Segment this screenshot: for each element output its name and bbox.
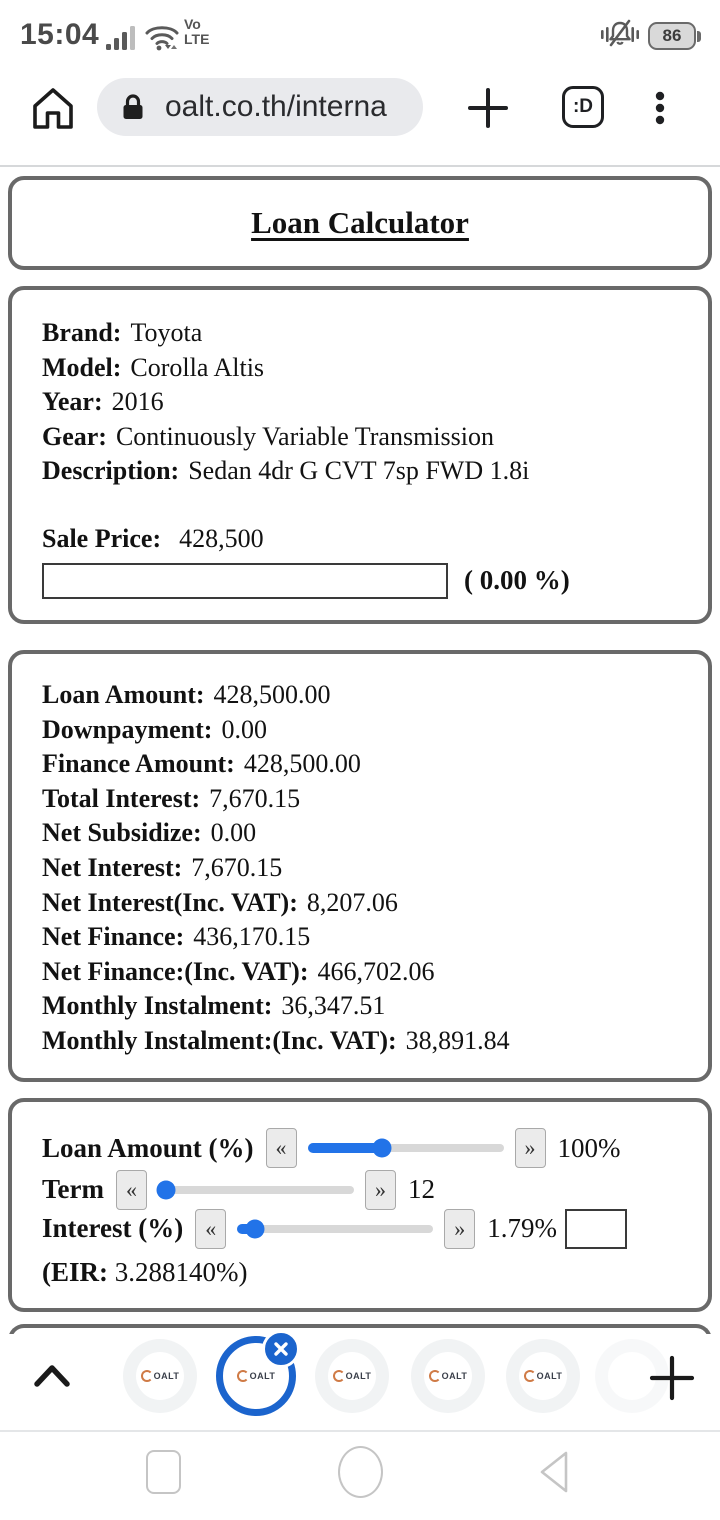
summary-label: Loan Amount: — [42, 680, 205, 709]
close-tab-button[interactable] — [262, 1330, 300, 1368]
oalt-logo-icon: OALT — [524, 1370, 563, 1382]
status-bar — [0, 0, 720, 62]
tab-bubble[interactable] — [315, 1339, 389, 1413]
loan-amount-slider-row — [42, 1126, 694, 1170]
title-card — [8, 176, 712, 270]
slider-thumb[interactable] — [373, 1139, 392, 1158]
detail-label: Year: — [42, 387, 103, 417]
tab-thumbnail — [136, 1352, 184, 1400]
summary-line — [42, 816, 684, 851]
vehicle-detail-line — [42, 420, 684, 455]
summary-label: Net Finance: — [42, 922, 185, 952]
slider-value: 100% — [557, 1132, 621, 1163]
increment-button[interactable]: » — [444, 1209, 475, 1249]
slider-label: Term — [42, 1174, 104, 1204]
summary-value: 0.00 — [221, 714, 267, 744]
summary-value: 38,891.84 — [405, 1025, 510, 1055]
oalt-logo-icon: OALT — [429, 1370, 468, 1382]
eir-line — [42, 1257, 694, 1288]
close-icon — [272, 1340, 290, 1358]
summary-line — [42, 747, 684, 782]
collapse-chevron-icon[interactable] — [30, 1360, 74, 1390]
summary-label: Net Subsidize: — [42, 818, 202, 848]
summary-label: Net Finance:(Inc. VAT): — [42, 956, 309, 986]
vehicle-detail-line — [42, 316, 684, 351]
battery-indicator: 86 — [648, 22, 696, 50]
vehicle-detail-list — [42, 316, 684, 489]
decrement-button[interactable]: « — [116, 1170, 147, 1210]
summary-value: 36,347.51 — [281, 991, 386, 1021]
summary-line — [42, 851, 684, 886]
summary-value: 436,170.15 — [193, 922, 311, 952]
browser-toolbar — [0, 74, 720, 144]
decrement-button[interactable]: « — [195, 1209, 226, 1249]
summary-value: 0.00 — [210, 818, 257, 848]
menu-icon[interactable] — [650, 84, 670, 132]
decrement-button[interactable]: « — [266, 1128, 297, 1168]
slider-label: Interest (%) — [42, 1213, 184, 1243]
slider-thumb[interactable] — [156, 1180, 175, 1199]
loan-amount-slider[interactable] — [308, 1144, 504, 1152]
tab-switcher-button[interactable]: :D — [562, 86, 604, 128]
summary-value: 7,670.15 — [191, 852, 283, 882]
summary-value: 428,500.00 — [213, 680, 331, 709]
slider-value: 1.79% — [487, 1213, 557, 1243]
slider-label: Loan Amount (%) — [42, 1132, 254, 1163]
vehicle-card — [8, 286, 712, 624]
detail-label: Description: — [42, 456, 180, 486]
recents-button[interactable] — [146, 1450, 181, 1494]
term-slider[interactable] — [158, 1186, 354, 1194]
summary-label: Total Interest: — [42, 783, 201, 813]
sale-price-label: Sale Price: — [42, 523, 162, 553]
detail-value: Sedan 4dr G CVT 7sp FWD 1.8i — [188, 456, 530, 486]
vehicle-detail-line — [42, 454, 684, 489]
detail-label: Brand: — [42, 318, 122, 347]
home-button[interactable] — [338, 1446, 383, 1498]
summary-line — [42, 678, 684, 713]
detail-value: Corolla Altis — [130, 352, 265, 382]
eir-value: 3.288140%) — [114, 1257, 248, 1287]
oalt-logo-icon: OALT — [333, 1370, 372, 1382]
tab-thumbnail — [519, 1352, 567, 1400]
oalt-logo-icon: OALT — [141, 1370, 180, 1382]
interest-slider[interactable] — [237, 1225, 433, 1233]
discount-percent-label: ( 0.00 %) — [464, 565, 570, 596]
summary-line — [42, 955, 684, 990]
oalt-logo-icon: OALT — [237, 1370, 276, 1382]
summary-label: Monthly Instalment:(Inc. VAT): — [42, 1025, 397, 1055]
price-input-row — [42, 563, 684, 599]
clock-label: 15:04 — [20, 18, 100, 51]
summary-line — [42, 1024, 684, 1059]
sale-price-value: 428,500 — [179, 523, 264, 553]
interest-input[interactable] — [565, 1209, 627, 1249]
tab-group-bar — [0, 1334, 720, 1432]
add-tab-icon[interactable] — [648, 1354, 696, 1402]
summary-label: Net Interest: — [42, 852, 183, 882]
detail-label: Gear: — [42, 421, 107, 451]
summary-line — [42, 989, 684, 1024]
detail-value: 2016 — [111, 387, 164, 417]
summary-line — [42, 886, 684, 921]
signal-strength-icon — [106, 24, 138, 52]
page-title: Loan Calculator — [251, 205, 469, 240]
term-slider-row — [42, 1170, 694, 1209]
tab-bubble[interactable] — [411, 1339, 485, 1413]
summary-label: Monthly Instalment: — [42, 991, 273, 1021]
back-button[interactable] — [534, 1448, 580, 1496]
url-text: oalt.co.th/interna — [165, 90, 387, 123]
summary-label: Finance Amount: — [42, 749, 235, 779]
tab-thumbnail — [328, 1352, 376, 1400]
vehicle-detail-line — [42, 385, 684, 420]
vehicle-detail-line — [42, 351, 684, 386]
wifi-icon — [144, 22, 180, 52]
summary-value: 8,207.06 — [306, 887, 398, 917]
interest-slider-row — [42, 1209, 694, 1248]
summary-label: Net Interest(Inc. VAT): — [42, 887, 298, 917]
eir-label: (EIR: — [42, 1257, 108, 1287]
summary-value: 7,670.15 — [209, 783, 301, 813]
tab-bubble[interactable] — [123, 1339, 197, 1413]
volte-label: Vo LTE — [184, 16, 210, 47]
mute-vibrate-icon — [598, 18, 642, 52]
summary-line — [42, 713, 684, 748]
tab-thumbnail — [424, 1352, 472, 1400]
summary-value: 466,702.06 — [317, 956, 435, 986]
new-tab-icon[interactable] — [464, 84, 512, 132]
price-input[interactable] — [42, 563, 448, 599]
android-nav-bar — [0, 1434, 720, 1520]
increment-button[interactable]: » — [515, 1128, 546, 1168]
slider-value: 12 — [408, 1174, 435, 1204]
detail-value: Continuously Variable Transmission — [115, 421, 494, 451]
summary-value: 428,500.00 — [243, 749, 361, 779]
slider-thumb[interactable] — [245, 1219, 264, 1238]
detail-value: Toyota — [130, 318, 203, 347]
toolbar-divider — [0, 165, 720, 167]
summary-line — [42, 782, 684, 817]
increment-button[interactable]: » — [365, 1170, 396, 1210]
detail-label: Model: — [42, 352, 122, 382]
loan-summary-card — [8, 650, 712, 1082]
lock-icon — [121, 92, 145, 122]
summary-line — [42, 920, 684, 955]
url-bar[interactable] — [97, 78, 423, 136]
loan-summary-list — [42, 678, 684, 1059]
home-icon[interactable] — [30, 84, 76, 132]
sale-price-line — [42, 522, 684, 557]
loan-controls-card — [8, 1098, 712, 1312]
slider-fill — [308, 1143, 382, 1153]
summary-label: Downpayment: — [42, 714, 213, 744]
tab-bubble[interactable] — [506, 1339, 580, 1413]
